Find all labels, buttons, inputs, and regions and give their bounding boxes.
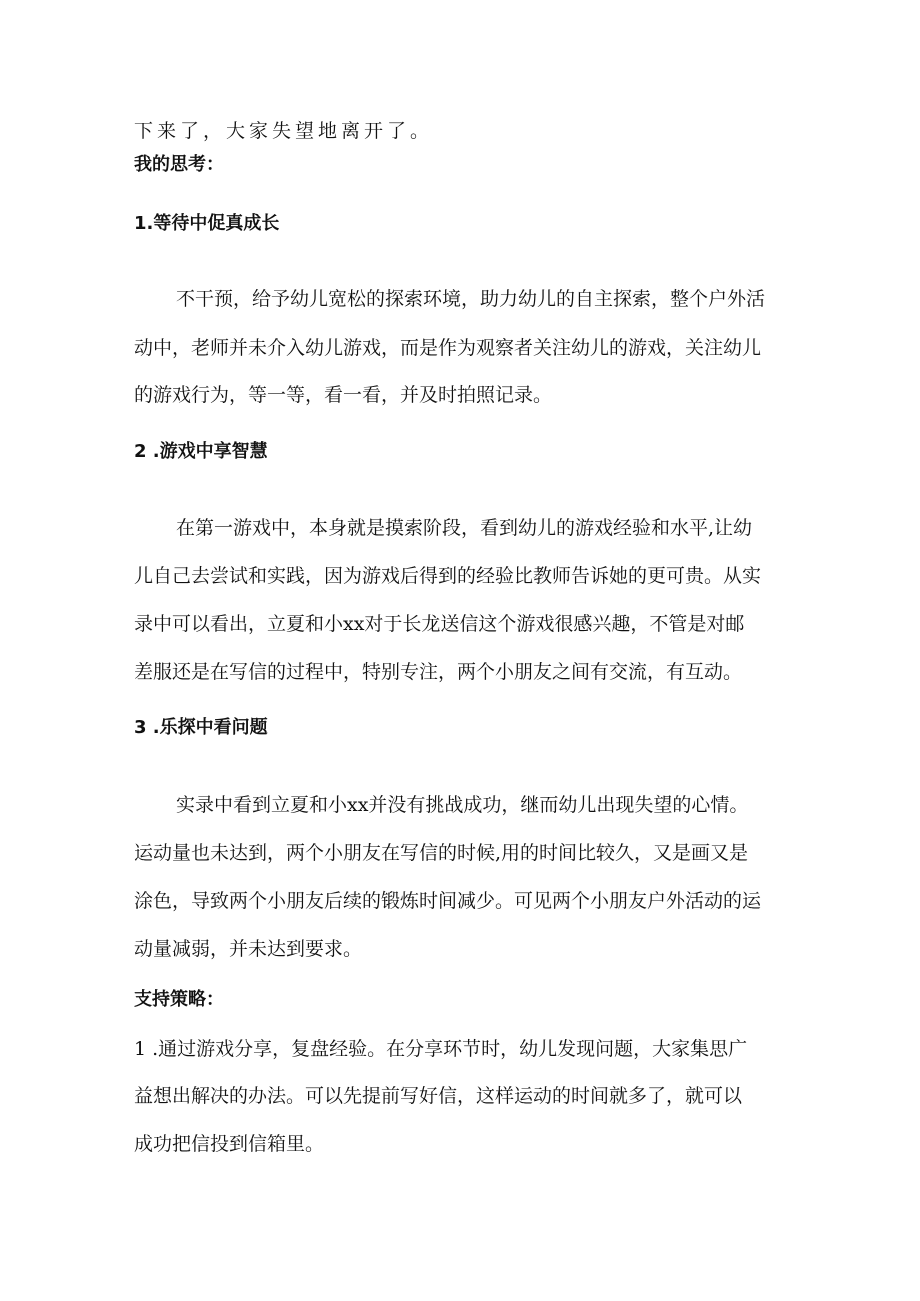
- section-2-line-2: 儿自己去尝试和实践，因为游戏后得到的经验比教师告诉她的更可贵。从实: [134, 565, 762, 587]
- strategy-line-3: 成功把信投到信箱里。: [134, 1133, 325, 1155]
- section-3-line-2: 运动量也未达到，两个小朋友在写信的时候,用的时间比较久，又是画又是: [134, 842, 749, 864]
- section-2-line-3: 录中可以看出，立夏和小xx对于长龙送信这个游戏很感兴趣，不管是对邮: [134, 613, 745, 635]
- section-1-line-2: 动中，老师并未介入幼儿游戏，而是作为观察者关注幼儿的游戏，关注幼儿: [134, 337, 762, 359]
- strategy-line-2: 益想出解决的办法。可以先提前写好信，这样运动的时间就多了，就可以: [134, 1085, 743, 1107]
- section-1-line-3: 的游戏行为，等一等，看一看，并及时拍照记录。: [134, 384, 553, 406]
- section-3-heading: 3 .乐探中看问题: [134, 717, 268, 738]
- intro-line: 下来了，大家失望地离开了。: [134, 120, 434, 142]
- strategy-heading: 支持策略：: [134, 989, 224, 1010]
- section-3-line-3: 涂色，导致两个小朋友后续的锻炼时间减少。可见两个小朋友户外活动的运: [134, 890, 762, 912]
- section-1-heading: 1.等待中促真成长: [134, 213, 280, 234]
- strategy-line-1: 1 .通过游戏分享，复盘经验。在分享环节时，幼儿发现问题，大家集思广: [134, 1038, 748, 1060]
- section-3-line-1: 实录中看到立夏和小xx并没有挑战成功，继而幼儿出现失望的心情。: [176, 794, 749, 816]
- section-2-line-1: 在第一游戏中，本身就是摸索阶段，看到幼儿的游戏经验和水平,让幼: [176, 517, 753, 539]
- reflection-heading: 我的思考：: [134, 154, 224, 175]
- section-3-line-4: 动量减弱，并未达到要求。: [134, 938, 363, 960]
- section-1-line-1: 不干预，给予幼儿宽松的探索环境，助力幼儿的自主探索，整个户外活: [176, 288, 766, 310]
- section-2-heading: 2 .游戏中享智慧: [134, 441, 268, 462]
- section-2-line-4: 差服还是在写信的过程中，特别专注，两个小朋友之间有交流，有互动。: [134, 661, 743, 683]
